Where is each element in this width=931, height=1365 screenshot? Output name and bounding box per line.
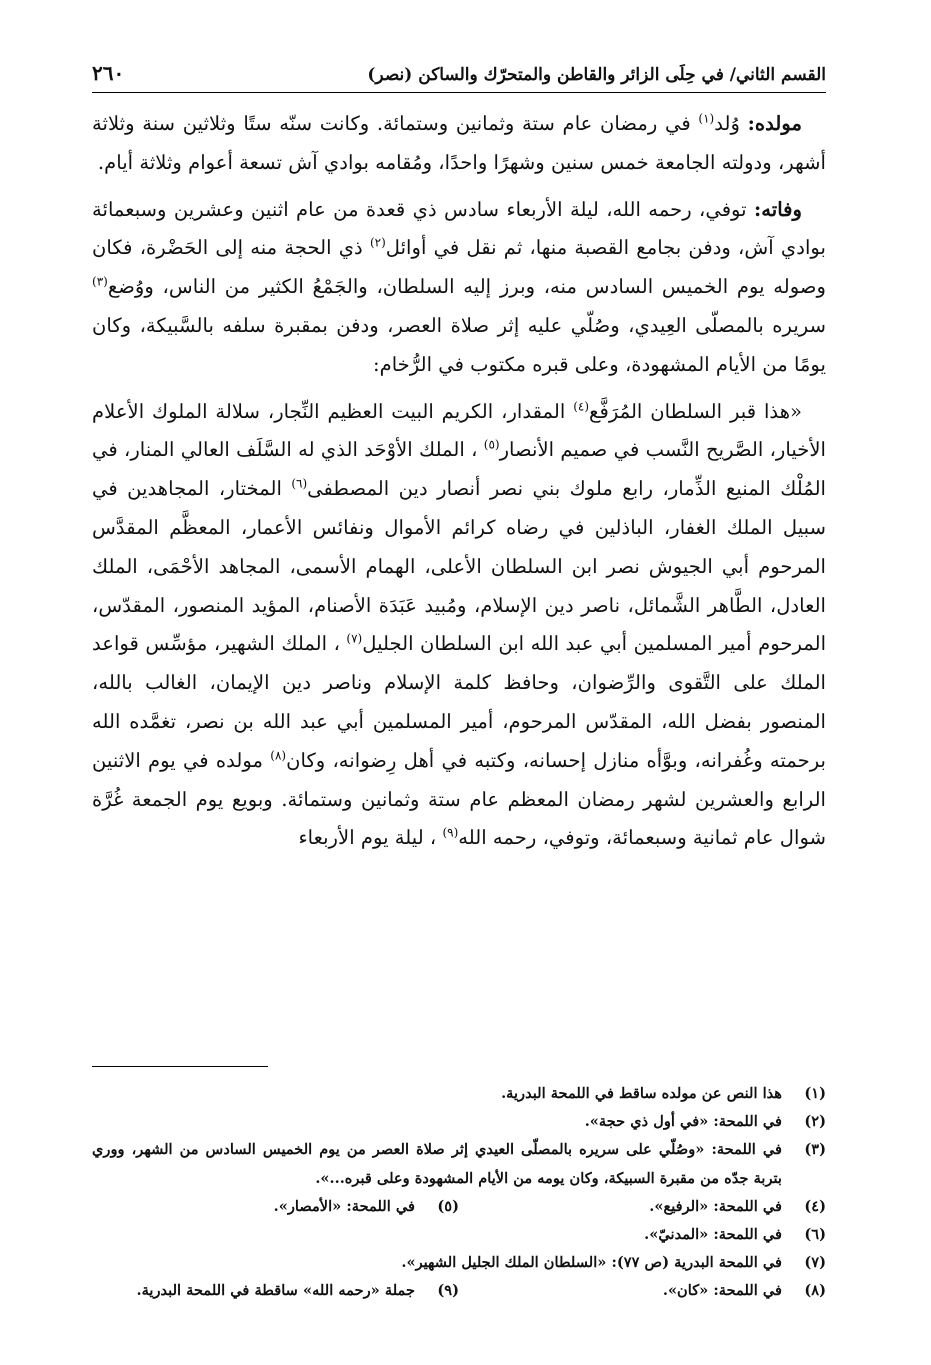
footnote-ref: (٤) <box>573 399 590 414</box>
footnote-text: جملة «رحمه الله» ساقطة في اللمحة البدرية. <box>136 1282 415 1300</box>
footnote-pair-8-9 <box>92 1277 826 1305</box>
footnote-9 <box>92 1277 459 1305</box>
footnote-text: هذا النص عن مولده ساقط في اللمحة البدرية. <box>501 1085 782 1102</box>
text-segment: ، الملك الشهير، مؤسِّس قواعد الملك على التَّقوى والرِّضوان، وحافظ كلمة الإسلام وناصر دين الإيمان، الغالب بالله، المنصور بفضل الله، المقدّس المرحوم، أمير المسلمين أبي عبد الله بن نصر، تغمَّده الله برحمته وغُفرانه، وبوَّأه منازل إحسانه، وكتبه في أهل رِضوانه، وكان <box>92 632 827 772</box>
page-number: ٢٦٠ <box>92 61 125 85</box>
text-segment: في رمضان عام ستة وثمانين وستمائة. وكانت سنّه ستًا وثلاثين سنة وثلاثة أشهر، ودولته الجامعة خمس سنين وشهرًا واحدًا، ومُقامه بوادي آش تسعة أعوام وثلاثة أيام. <box>92 112 826 174</box>
footnote-5 <box>92 1193 459 1221</box>
footnote-ref: (٨) <box>270 748 287 763</box>
book-page <box>92 58 826 858</box>
footnote-number: (٨) <box>804 1282 826 1300</box>
footnote-4 <box>459 1193 826 1221</box>
footnote-text: في اللمحة: «كان». <box>662 1282 782 1300</box>
footnote-ref: (١) <box>698 111 715 126</box>
header-rule <box>92 92 826 93</box>
footnote-ref: (٢) <box>369 235 386 250</box>
footnote-text: في اللمحة: «في أول ذي حجة». <box>584 1113 782 1131</box>
text-segment: مولده في يوم الاثنين الرابع والعشرين لشهر رمضان المعظم عام ستة وثمانين وستمائة. وبويع يوم الجمعة غُرَّة شوال عام ثمانية وسبعمائة، وتوفي، رحمه الله <box>92 748 826 850</box>
footnote-ref: (٧) <box>346 631 363 646</box>
text-segment: المقدار، الكريم البيت العظيم النِّجار، سلالة الملوك الأعلام الأخيار، الصَّريح النَّسب في صميم الأنصار <box>92 399 826 462</box>
footnote-number: (٩) <box>437 1282 459 1300</box>
footnote-text: في اللمحة: «وصُلّي على سريره بالمصلّى العيدي إثر صلاة العصر من يوم الخميس السادس من الشهر، ووري بتربة جدّه من مقبرة السبيكة، وكان يومه من الأيام المشهودة وعلى قبره...». <box>92 1141 782 1187</box>
footnote-number: (٦) <box>804 1226 826 1244</box>
footnote-8 <box>459 1277 826 1305</box>
footnote-number: (٢) <box>804 1113 826 1131</box>
header-title: القسم الثاني/ في حِلَى الزائر والقاطن والمتحرّك والساكن (نصر) <box>367 65 826 85</box>
footnote-rule <box>92 1066 268 1067</box>
footnote-text: في اللمحة: «الأمصار». <box>273 1197 415 1215</box>
paragraph-lead: مولده: <box>747 112 803 135</box>
footnote-number: (٣) <box>804 1141 826 1159</box>
footnote-ref: (٦) <box>291 476 308 491</box>
body-text <box>92 105 826 858</box>
footnote-3 <box>92 1136 826 1192</box>
footnote-2 <box>92 1108 826 1136</box>
footnote-ref: (٥) <box>483 437 500 452</box>
text-segment: «هذا قبر السلطان المُرَفَّع <box>589 399 803 423</box>
footnote-pair-4-5 <box>92 1193 826 1221</box>
footnote-1 <box>92 1080 826 1108</box>
text-segment: المختار، المجاهدين في سبيل الملك الغفار، الباذلين في رضاه كرائم الأموال ونفائس الأعمار، المعظَّم المقدَّس المرحوم أبي الجيوش نصر ابن السلطان الأعلى، الهمام الأسمى، المجاهد الأحْمَى، الملك العادل، الطَّاهر الشَّمائل، ناصر دين الإسلام، ومُبيد عَبَدَة الأصنام، المؤيد المنصور، المقدّس، المرحوم أمير المسلمين أبي عبد الله ابن السلطان الجليل <box>92 477 827 656</box>
paragraph-tomb-inscription <box>92 393 826 859</box>
footnote-ref: (٩) <box>442 825 459 840</box>
text-segment: سريره بالمصلّى العِيدي، وصُلّي عليه إثر صلاة العصر، ودفن بمقبرة سلفه بالسَّبيكة، وكان يومًا من الأيام المشهودة، وعلى قبره مكتوب في الرُّخام: <box>92 313 826 376</box>
footnote-text: في اللمحة: «المدنيّ». <box>644 1226 782 1244</box>
paragraph-lead: وفاته: <box>754 197 802 221</box>
footnote-number: (٧) <box>804 1254 826 1272</box>
text-segment: ، الملك الأوْحَد الذي له السَّلَف العالي المنار، في المُلْك المنيع الذِّمار، رابع ملوك بني نصر أنصار دين المصطفى <box>92 438 826 501</box>
paragraph-birth <box>92 105 826 183</box>
footnote-text: في اللمحة البدرية (ص ٧٧): «السلطان الملك الجليل الشهير». <box>401 1254 782 1272</box>
paragraph-death <box>92 191 826 385</box>
footnote-text: في اللمحة: «الرفيع». <box>649 1197 782 1215</box>
text-segment: وُلد <box>714 112 740 135</box>
footnotes <box>92 1080 826 1306</box>
footnote-7 <box>92 1249 826 1277</box>
text-segment: ، ليلة يوم الأربعاء <box>298 826 437 850</box>
footnote-number: (١) <box>804 1085 826 1102</box>
footnote-number: (٤) <box>804 1197 826 1215</box>
footnote-ref: (٣) <box>92 274 108 289</box>
footnote-6 <box>92 1221 826 1249</box>
text-segment: توفي، رحمه الله، ليلة الأربعاء سادس ذي قعدة من عام اثنين وعشرين وسبعمائة بوادي آش، ودفن بجامع القصبة منها، ثم نقل في أوائل <box>92 197 826 260</box>
running-header <box>92 58 826 88</box>
text-segment: ذي الحجة منه إلى الحَضْرة، فكان وصوله يوم الخميس السادس منه، وبرز إليه السلطان، والجَمْعُ الكثير من الناس، ووُضع <box>92 236 826 299</box>
footnote-number: (٥) <box>437 1197 459 1215</box>
